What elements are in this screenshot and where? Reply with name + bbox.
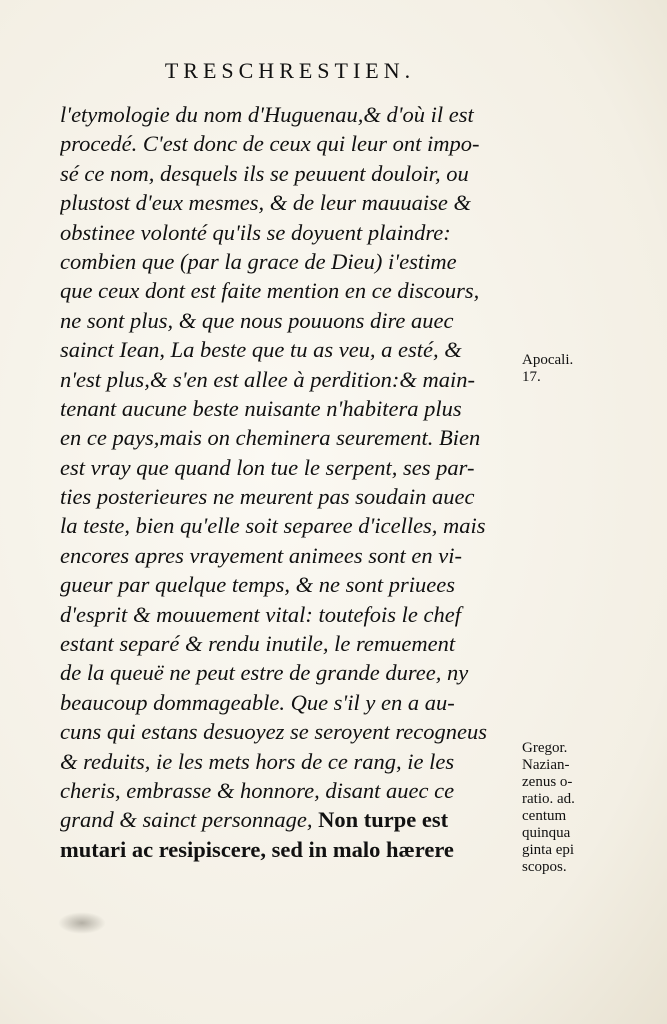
text-segment: ties posterieures ne meurent pas soudain auec: [60, 484, 475, 510]
text-line: [60, 805, 520, 834]
running-head: TRESCHRESTIEN.: [164, 58, 416, 83]
margin-note-line: quinqua: [522, 825, 571, 841]
text-line: [60, 453, 520, 482]
text-segment: est vray que quand lon tue le serpent, ses par-: [60, 454, 475, 480]
text-segment: de la queuë ne peut estre de grande duree, ny: [60, 660, 469, 686]
text-line: [60, 600, 520, 629]
text-line: [60, 159, 520, 188]
text-line: [60, 335, 520, 364]
text-line: [60, 188, 520, 217]
text-segment: plustost d'eux mesmes, & de leur mauuaise &: [60, 190, 472, 216]
text-segment: n'est plus,& s'en est allee à perdition:& main-: [60, 366, 475, 392]
text-segment: Non turpe est: [318, 807, 449, 833]
text-line: [60, 717, 520, 746]
margin-note-line: Apocali.: [522, 352, 574, 368]
text-line: [60, 423, 520, 452]
margin-note-line: Nazian-: [522, 757, 570, 773]
text-line: [60, 482, 520, 511]
text-segment: ne sont plus, & que nous pouuons dire auec: [60, 307, 454, 333]
margin-note-line: zenus o-: [522, 774, 573, 790]
text-line: [60, 570, 520, 599]
text-line: [60, 629, 520, 658]
text-segment: sed in malo hærere: [271, 836, 454, 862]
text-segment: beaucoup dommageable. Que s'il y en a au-: [60, 689, 455, 715]
text-line: [60, 276, 520, 305]
text-segment: & reduits, ie les mets hors de ce rang, ie les: [60, 748, 455, 774]
text-line: [60, 747, 520, 776]
text-line: [60, 100, 520, 129]
text-segment: procedé. C'est donc de ceux qui leur ont impo-: [60, 131, 480, 157]
text-segment: tenant aucune beste nuisante n'habitera plus: [60, 395, 462, 421]
text-segment: gueur par quelque temps, & ne sont priuees: [60, 572, 455, 598]
margin-note-line: Gregor.: [522, 740, 568, 756]
text-segment: estant separé & rendu inutile, le remuement: [60, 631, 456, 657]
text-segment: obstinee volonté qu'ils se doyuent plaindre:: [60, 219, 451, 245]
text-line: [60, 365, 520, 394]
text-segment: encores apres vrayement animees sont en vi-: [60, 542, 462, 568]
text-segment: en ce pays,mais on cheminera seurement. Bien: [60, 425, 481, 451]
text-segment: que ceux dont est faite mention en ce discours,: [60, 278, 480, 304]
text-line: [60, 658, 520, 687]
margin-note-apocalypse: [522, 352, 573, 386]
text-line: [60, 511, 520, 540]
text-segment: grand & sainct personnage,: [60, 807, 319, 833]
text-segment: cheris, embrasse & honnore, disant auec ce: [60, 777, 455, 803]
ink-smudge: [58, 912, 106, 934]
text-line: [60, 688, 520, 717]
text-segment: la teste, bien qu'elle soit separee d'icelles, mais: [60, 513, 486, 539]
text-segment: combien que (par la grace de Dieu) i'estime: [60, 248, 457, 274]
margin-note-line: ginta epi: [522, 842, 575, 858]
margin-note-line: scopos.: [522, 859, 567, 875]
text-segment: sainct Iean, La beste que tu as veu, a esté, &: [60, 337, 462, 363]
text-line: [60, 835, 520, 864]
margin-note-gregory: [522, 740, 575, 876]
text-line: [60, 394, 520, 423]
text-segment: sé ce nom, desquels ils se peuuent douloir, ou: [60, 160, 469, 186]
margin-note-line: centum: [522, 808, 567, 824]
text-line: [60, 776, 520, 805]
text-segment: l'etymologie du nom d'Huguenau,& d'où il est: [60, 102, 474, 127]
text-segment: d'esprit & mouuement vital: toutefois le chef: [60, 601, 461, 627]
text-line: [60, 218, 520, 247]
margin-note-line: 17.: [522, 369, 541, 385]
body-text: [60, 100, 520, 864]
text-segment: cuns qui estans desuoyez se seroyent recogneus: [60, 719, 487, 745]
text-line: [60, 247, 520, 276]
text-segment: mutari ac resipiscere,: [60, 836, 272, 862]
text-line: [60, 541, 520, 570]
margin-note-line: ratio. ad.: [522, 791, 575, 807]
text-line: [60, 306, 520, 335]
text-line: [60, 129, 520, 158]
